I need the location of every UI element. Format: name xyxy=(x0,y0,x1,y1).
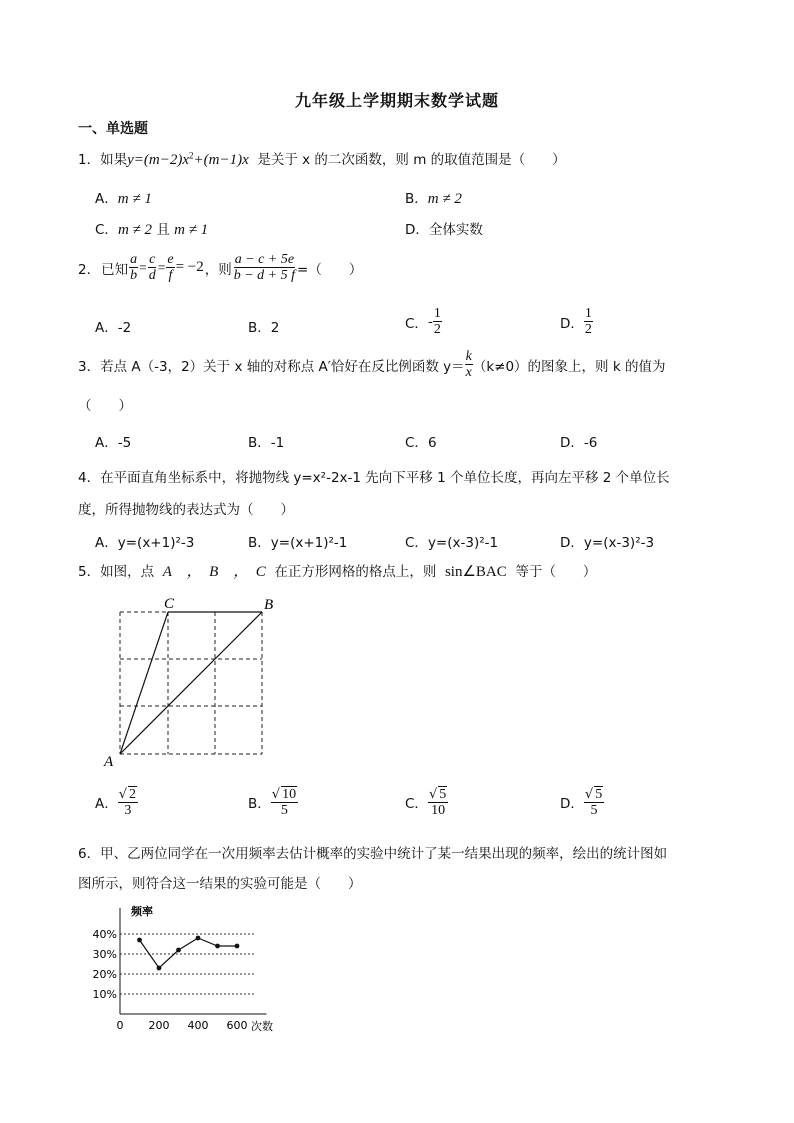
question-text: 等于（ ） xyxy=(515,564,597,580)
fraction: $\frac{k}{x}$ xyxy=(465,349,472,380)
fraction: $\frac{√ 10}{5}$ xyxy=(271,787,297,818)
option-a[interactable] xyxy=(95,316,131,336)
question-text: 是关于 x 的二次函数，则 m 的取值范围是（ ） xyxy=(257,152,566,168)
y-axis-label: 频率 xyxy=(131,905,153,918)
segment-ac xyxy=(120,612,168,754)
fraction: $\frac{√ 2}{3}$ xyxy=(118,787,137,818)
option-text: 全体实数 xyxy=(428,222,483,238)
y-tick-label: 10% xyxy=(92,988,117,1001)
option-text: y=(x+1)²-3 xyxy=(117,535,195,551)
fraction: $\frac{1}{2}$ xyxy=(584,306,592,337)
fraction: $\frac{e}{f}$ xyxy=(167,252,174,283)
question-text: 甲、乙两位同学在一次用频率去估计概率的实验中统计了某一结果出现的频率，绘出的统计图如 xyxy=(100,846,668,862)
question-number: 5． xyxy=(78,564,101,580)
fraction: $\frac{a}{b}$ xyxy=(130,252,138,283)
option-b[interactable] xyxy=(248,316,279,336)
option-text: m ≠ 2 xyxy=(117,222,153,238)
fraction: $\frac{1}{2}$ xyxy=(433,306,441,337)
question-number: 1． xyxy=(78,152,101,168)
option-c[interactable] xyxy=(405,431,437,451)
y-tick-label: 30% xyxy=(92,948,117,961)
segment-ab xyxy=(120,612,262,754)
option-letter: A． xyxy=(95,320,118,336)
formula-part: =(m−2)x xyxy=(133,152,189,168)
option-sign: - xyxy=(427,313,433,330)
option-letter: D． xyxy=(560,535,584,551)
option-d[interactable] xyxy=(560,431,597,451)
question-text: 如果 xyxy=(100,152,128,168)
option-text: -1 xyxy=(270,435,285,451)
option-c[interactable] xyxy=(405,531,498,551)
y-tick-label: 20% xyxy=(92,968,117,981)
option-letter: A． xyxy=(95,796,118,812)
option-b[interactable] xyxy=(248,786,298,818)
option-a[interactable] xyxy=(95,187,152,208)
option-letter: D． xyxy=(560,315,584,332)
option-letter: C． xyxy=(405,535,428,551)
data-point xyxy=(176,948,181,953)
option-d[interactable] xyxy=(560,531,654,551)
option-letter: A． xyxy=(95,435,118,451)
option-letter: C． xyxy=(405,435,428,451)
option-a[interactable] xyxy=(95,531,194,551)
option-letter: A． xyxy=(95,191,118,207)
option-letter: B． xyxy=(248,535,271,551)
option-a[interactable] xyxy=(95,431,131,451)
option-b[interactable] xyxy=(248,531,347,551)
x-tick-label: 0 xyxy=(116,1019,124,1032)
option-letter: C． xyxy=(405,315,428,332)
option-b[interactable] xyxy=(405,187,462,208)
data-point xyxy=(196,936,201,941)
question-number: 3． xyxy=(78,358,101,375)
question-4 xyxy=(78,466,670,486)
option-letter: B． xyxy=(248,435,271,451)
question-text: ，则 xyxy=(204,261,232,278)
question-3 xyxy=(78,349,665,380)
option-text: m ≠ 1 xyxy=(174,222,209,238)
option-text: 且 xyxy=(156,222,170,238)
fraction: $\frac{√ 5}{10}$ xyxy=(428,787,447,818)
question-2: 2． 已知 $\frac{a}{b}$ = $\frac{c}{d}$ = $\frac{e}{f}$ = −2 ，则 $\frac{a - c + 5e}{b - d + 5 f}$ =（ ） xyxy=(78,252,363,283)
formula-y: y xyxy=(127,152,134,168)
option-letter: D． xyxy=(560,435,584,451)
option-text: y=(x+1)²-1 xyxy=(270,535,348,551)
option-d[interactable] xyxy=(560,786,604,818)
data-point xyxy=(215,944,220,949)
option-text: y=(x-3)²-1 xyxy=(427,535,499,551)
question-number: 6． xyxy=(78,846,101,862)
option-text: -2 xyxy=(117,320,132,336)
question-text: 如图，点 xyxy=(100,564,155,580)
question-text: =（ ） xyxy=(297,261,363,278)
sin-expression: sin∠BAC xyxy=(444,564,507,580)
formula-part: = −2 xyxy=(175,259,204,275)
frequency-chart xyxy=(85,898,305,1043)
question-text: 度，所得抛物线的表达式为（ ） xyxy=(78,502,294,518)
point-labels: A ， B ， C xyxy=(162,564,266,580)
option-letter: A． xyxy=(95,535,118,551)
page-title: 九年级上学期期末数学试题 xyxy=(294,91,499,110)
option-letter: D． xyxy=(405,222,429,238)
option-a[interactable] xyxy=(95,786,138,818)
option-text: 6 xyxy=(427,435,437,451)
question-6 xyxy=(78,842,667,862)
question-number: 2． xyxy=(78,261,101,278)
fraction: $\frac{√ 5}{5}$ xyxy=(584,787,603,818)
question-text: 在平面直角坐标系中，将抛物线 y=x²-2x-1 先向下平移 1 个单位长度，再向左平移 2 个单位长 xyxy=(100,470,670,486)
option-text: m ≠ 2 xyxy=(427,191,462,207)
section-heading: 一、单选题 xyxy=(78,121,148,137)
label-a: A xyxy=(104,754,114,770)
label-c: C xyxy=(164,596,175,612)
option-letter: C． xyxy=(95,222,118,238)
fraction: $\frac{a - c + 5e}{b - d + 5 f}$ xyxy=(233,252,296,283)
x-tick-label: 200 xyxy=(148,1019,170,1032)
question-text: 已知 xyxy=(101,261,129,278)
option-c[interactable] xyxy=(405,306,442,337)
data-point xyxy=(235,944,240,949)
x-tick-label: 600 xyxy=(226,1019,248,1032)
data-point xyxy=(137,938,142,943)
question-text: 若点 A（-3，2）关于 x 轴的对称点 A′恰好在反比例函数 y＝ xyxy=(100,358,465,375)
question-1 xyxy=(78,148,566,169)
question-number: 4． xyxy=(78,470,101,486)
question-text: 图所示，则符合这一结果的实验可能是（ ） xyxy=(78,876,362,892)
grid-figure xyxy=(100,590,290,770)
question-5 xyxy=(78,560,596,581)
option-text: y=(x-3)²-3 xyxy=(583,535,655,551)
superscript: 2 xyxy=(189,150,194,161)
question-text: 在正方形网格的格点上，则 xyxy=(274,564,437,580)
question-text: （ ） xyxy=(78,398,132,414)
option-text: -5 xyxy=(117,435,132,451)
label-b: B xyxy=(264,597,274,613)
formula-part: +(m−1)x xyxy=(193,152,249,168)
option-text: m ≠ 1 xyxy=(117,191,152,207)
option-b[interactable] xyxy=(248,431,284,451)
option-letter: D． xyxy=(560,796,584,812)
option-letter: B． xyxy=(248,320,271,336)
option-d[interactable] xyxy=(560,306,593,337)
option-text: 2 xyxy=(270,320,280,336)
question-text: （k≠0）的图象上，则 k 的值为 xyxy=(472,358,666,375)
x-axis-label: 次数 xyxy=(251,1020,273,1033)
option-letter: C． xyxy=(405,796,428,812)
option-c[interactable] xyxy=(95,218,208,239)
option-text: -6 xyxy=(583,435,598,451)
data-point xyxy=(157,966,162,971)
x-tick-label: 400 xyxy=(187,1019,209,1032)
option-letter: B． xyxy=(248,796,271,812)
option-c[interactable] xyxy=(405,786,448,818)
series-line xyxy=(140,938,238,968)
y-tick-label: 40% xyxy=(92,928,117,941)
option-d[interactable] xyxy=(405,218,483,238)
option-letter: B． xyxy=(405,191,428,207)
fraction: $\frac{c}{d}$ xyxy=(148,252,156,283)
